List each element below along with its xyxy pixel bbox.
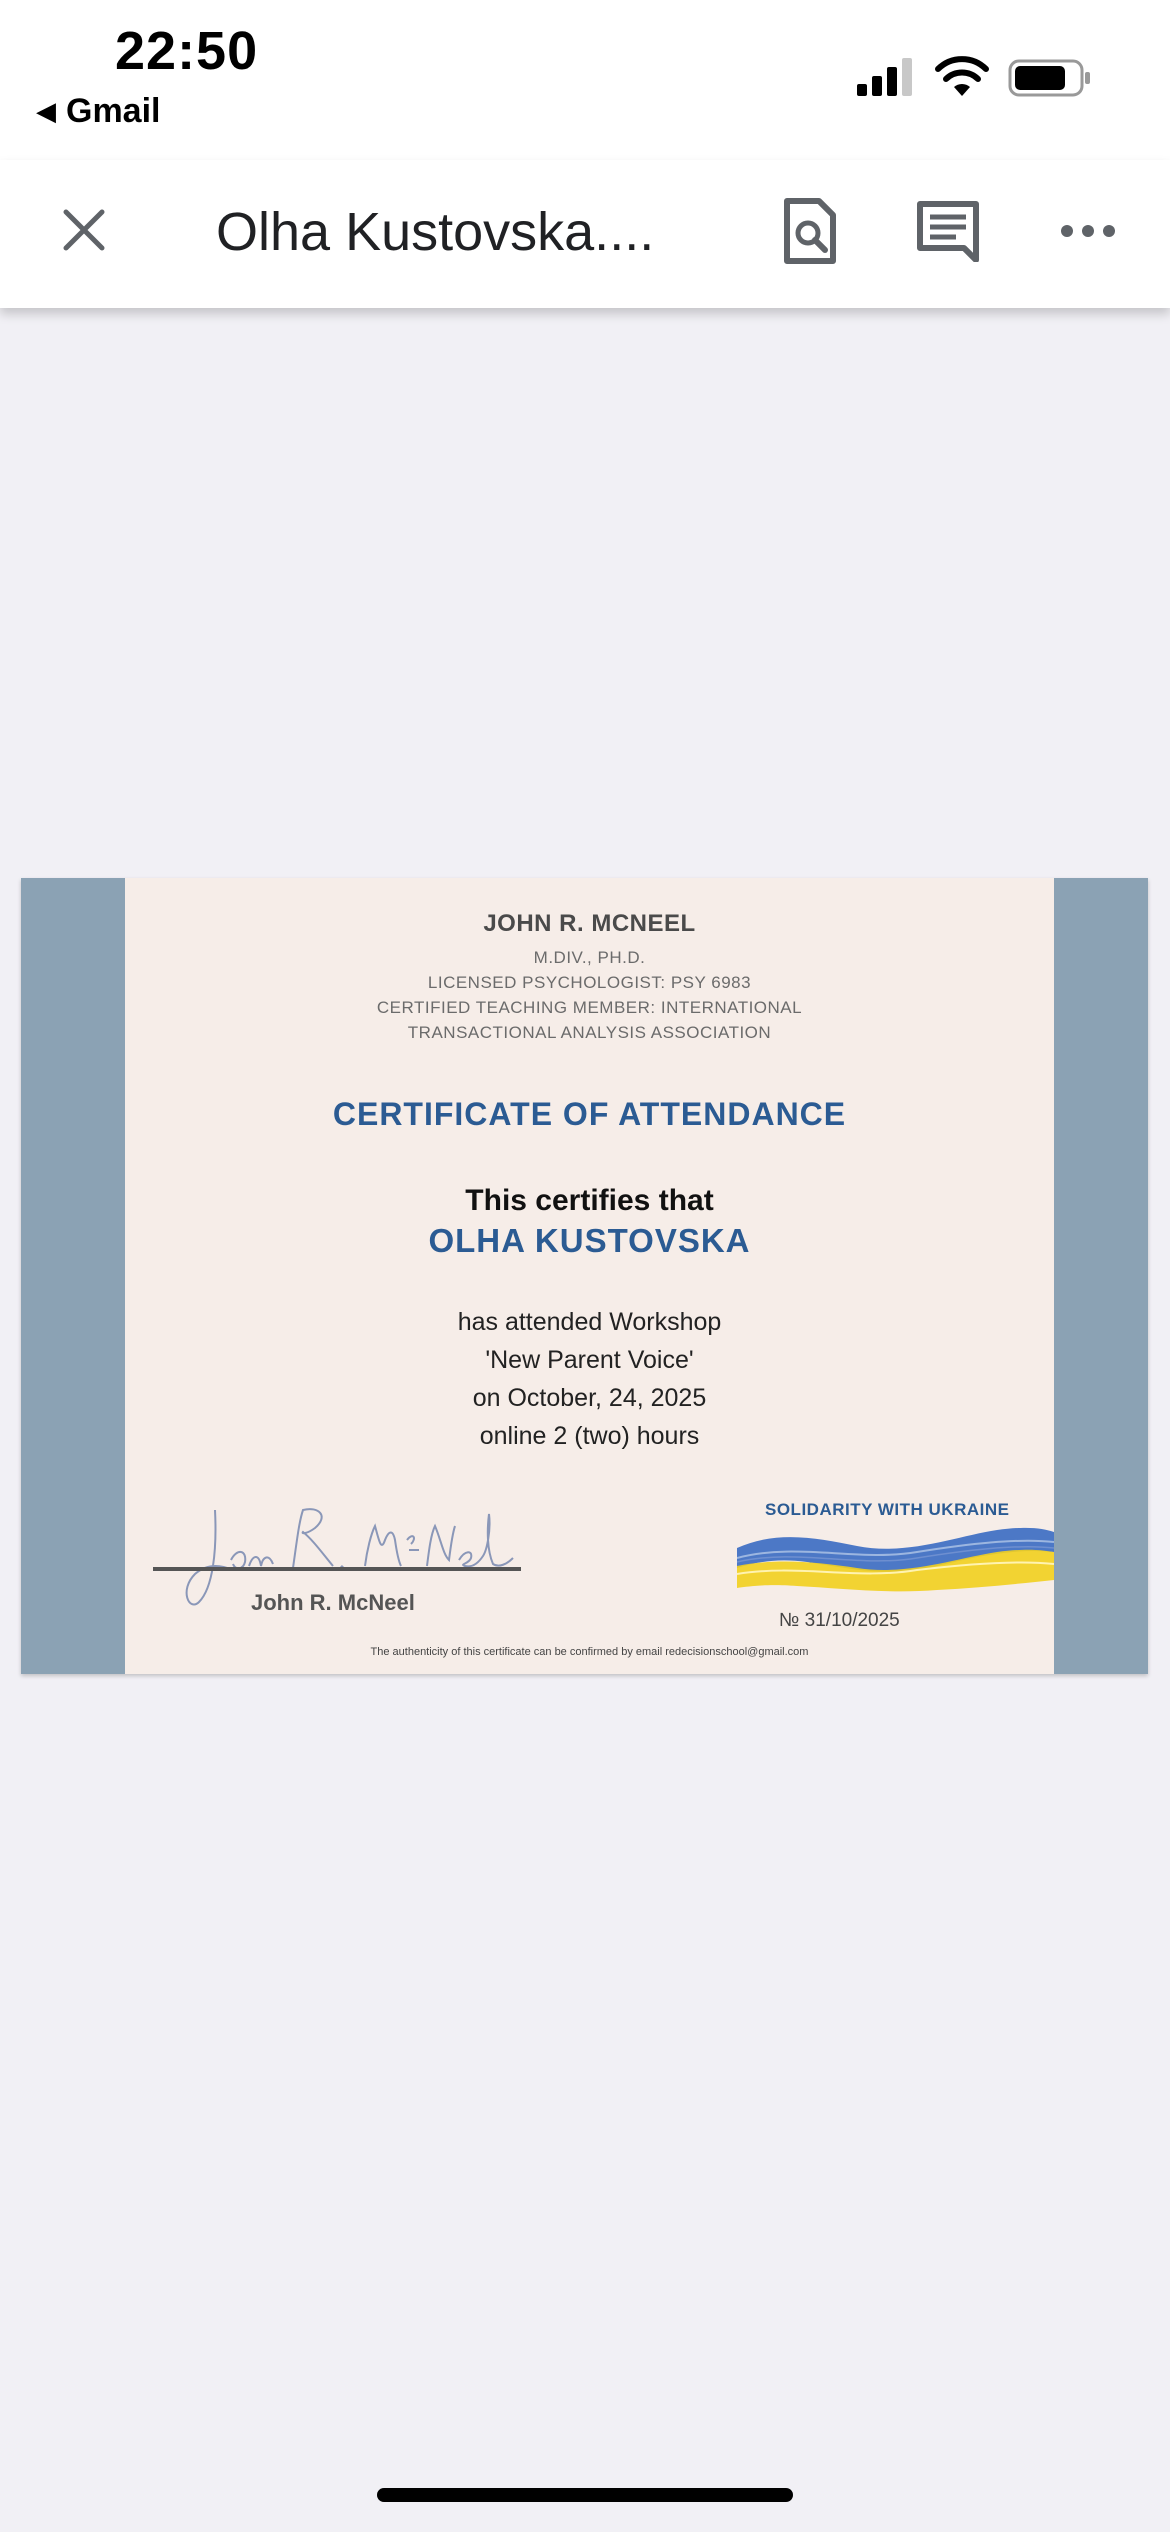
issuer-name: JOHN R. MCNEEL bbox=[483, 910, 696, 937]
document-page bbox=[21, 878, 1148, 1674]
authenticity-note: The authenticity of this certificate can be confirmed by email redecisionschool@gmail.com bbox=[370, 1646, 809, 1658]
more-options-button[interactable] bbox=[1046, 186, 1130, 276]
issuer-credential: M.DIV., PH.D. bbox=[533, 948, 646, 967]
recipient-name: OLHA KUSTOVSKA bbox=[428, 1222, 751, 1259]
status-bar bbox=[0, 0, 1170, 160]
wifi-icon bbox=[934, 54, 990, 98]
certificate-body-line: 'New Parent Voice' bbox=[485, 1346, 694, 1374]
battery-icon bbox=[1008, 58, 1092, 98]
cellular-signal-icon bbox=[855, 58, 915, 98]
signature-line bbox=[153, 1567, 521, 1571]
back-app-label: Gmail bbox=[66, 92, 161, 130]
issuer-credential: CERTIFIED TEACHING MEMBER: INTERNATIONAL bbox=[376, 998, 803, 1017]
certificate-body-line: online 2 (two) hours bbox=[479, 1422, 700, 1450]
close-button[interactable] bbox=[44, 190, 124, 270]
comment-icon bbox=[916, 200, 980, 262]
back-triangle-icon: ◀ bbox=[36, 96, 56, 126]
certifies-text: This certifies that bbox=[465, 1184, 714, 1217]
solidarity-label: SOLIDARITY WITH UKRAINE bbox=[765, 1500, 1010, 1519]
issuer-credential: TRANSACTIONAL ANALYSIS ASSOCIATION bbox=[407, 1023, 772, 1042]
certificate-heading: CERTIFICATE OF ATTENDANCE bbox=[332, 1096, 847, 1132]
signature-name: John R. McNeel bbox=[251, 1590, 415, 1615]
status-time: 22:50 bbox=[115, 21, 259, 81]
certificate-body-line: on October, 24, 2025 bbox=[472, 1384, 707, 1412]
document-viewer[interactable] bbox=[0, 308, 1170, 2532]
certificate-body-line: has attended Workshop bbox=[457, 1308, 722, 1336]
issuer-credential: LICENSED PSYCHOLOGIST: PSY 6983 bbox=[427, 973, 752, 992]
back-to-gmail-button[interactable] bbox=[36, 92, 160, 131]
close-icon bbox=[60, 206, 108, 254]
more-horizontal-icon bbox=[1060, 224, 1116, 238]
comment-button[interactable] bbox=[906, 186, 990, 276]
document-title: Olha Kustovska.... bbox=[216, 202, 655, 262]
document-toolbar bbox=[0, 160, 1170, 308]
ukraine-flag-wave-graphic bbox=[737, 1518, 1054, 1598]
certificate bbox=[125, 878, 1054, 1674]
certificate-number: № 31/10/2025 bbox=[779, 1610, 900, 1631]
home-indicator[interactable] bbox=[377, 2488, 793, 2502]
find-in-document-icon bbox=[783, 197, 837, 265]
find-in-document-button[interactable] bbox=[768, 186, 852, 276]
